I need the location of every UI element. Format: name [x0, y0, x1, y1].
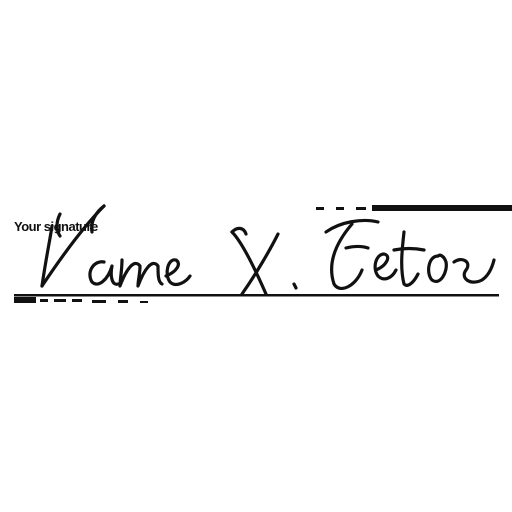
cropped-header-text-fragment: [316, 205, 512, 211]
signature-field-label: Your signature: [14, 219, 98, 234]
cropped-caption-fragment: [14, 297, 148, 303]
handwritten-signature: [42, 206, 494, 294]
signature-line: [14, 294, 499, 297]
